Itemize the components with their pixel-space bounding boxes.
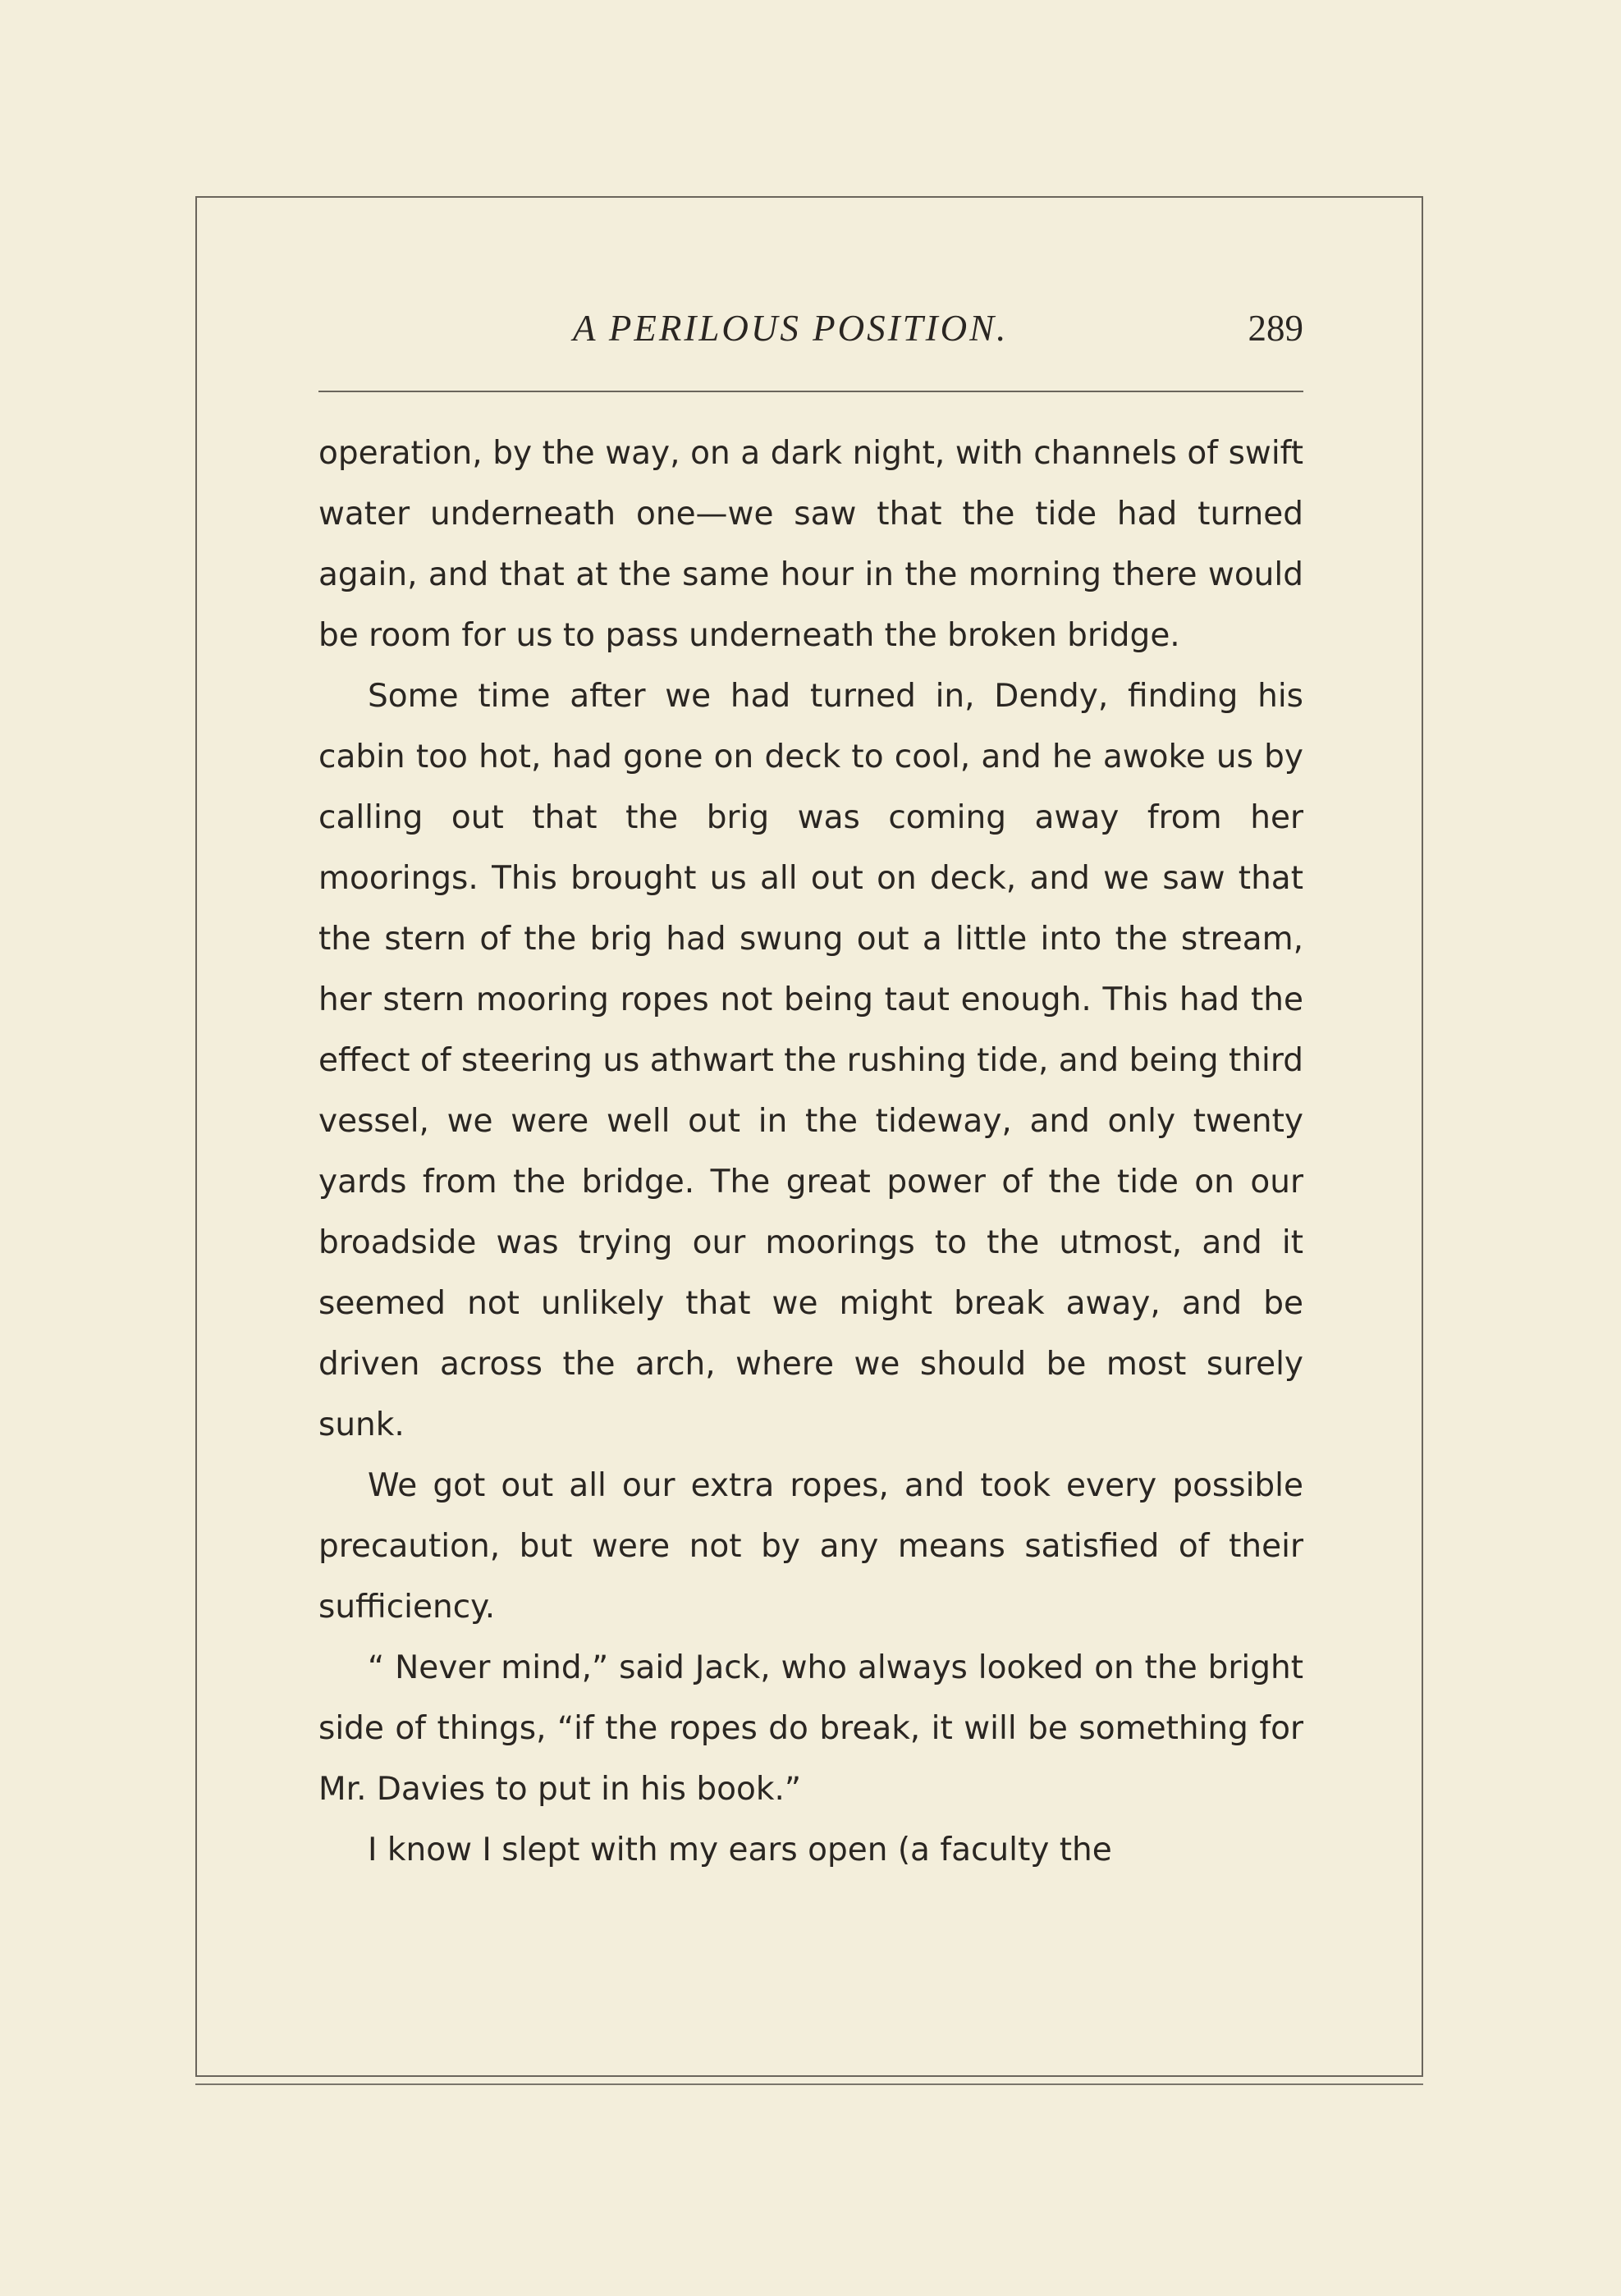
page-border-bottom-rule [195,2083,1423,2085]
paragraph-continuation: operation, by the way, on a dark night, with channels of swift water underneath one—we saw that the tide had turned again, and that at the same hour in the morning there would be room for us to pass underneath the broken bridge. [318,435,1303,654]
page-number: 289 [1248,308,1303,349]
running-title: A PERILOUS POSITION. [573,308,1009,349]
header-rule [318,391,1303,392]
paragraph-slept: I know I slept with my ears open (a faculty the [368,1832,1112,1868]
paragraph-dendy-brig: Some time after we had turned in, Dendy, finding his cabin too hot, had gone on deck to cool, and he awoke us by calling out that the brig was coming away from her moorings. This brought us all out on deck, and we saw that the stern of the brig had swung out a little into the stream, her stern mooring ropes not being taut enough. This had the effect of steering us athwart the rushing tide, and being third vessel, we were well out in the tideway, and only twenty yards from the bridge. The great power of the tide on our broadside was trying our moorings to the utmost, and it seemed not unlikely that we might break away, and be driven across the arch, where we should be most surely sunk. [318,678,1303,1443]
running-head [318,295,1303,361]
paragraph-extra-ropes: We got out all our extra ropes, and took every possible precaution, but were not by any means satisfied of their sufficiency. [318,1467,1303,1626]
body-text [318,423,1303,1881]
paragraph-jack-quote: “ Never mind,” said Jack, who always looked on the bright side of things, “if the ropes do break, it will be something for Mr. Davies to put in his book.” [318,1649,1303,1808]
